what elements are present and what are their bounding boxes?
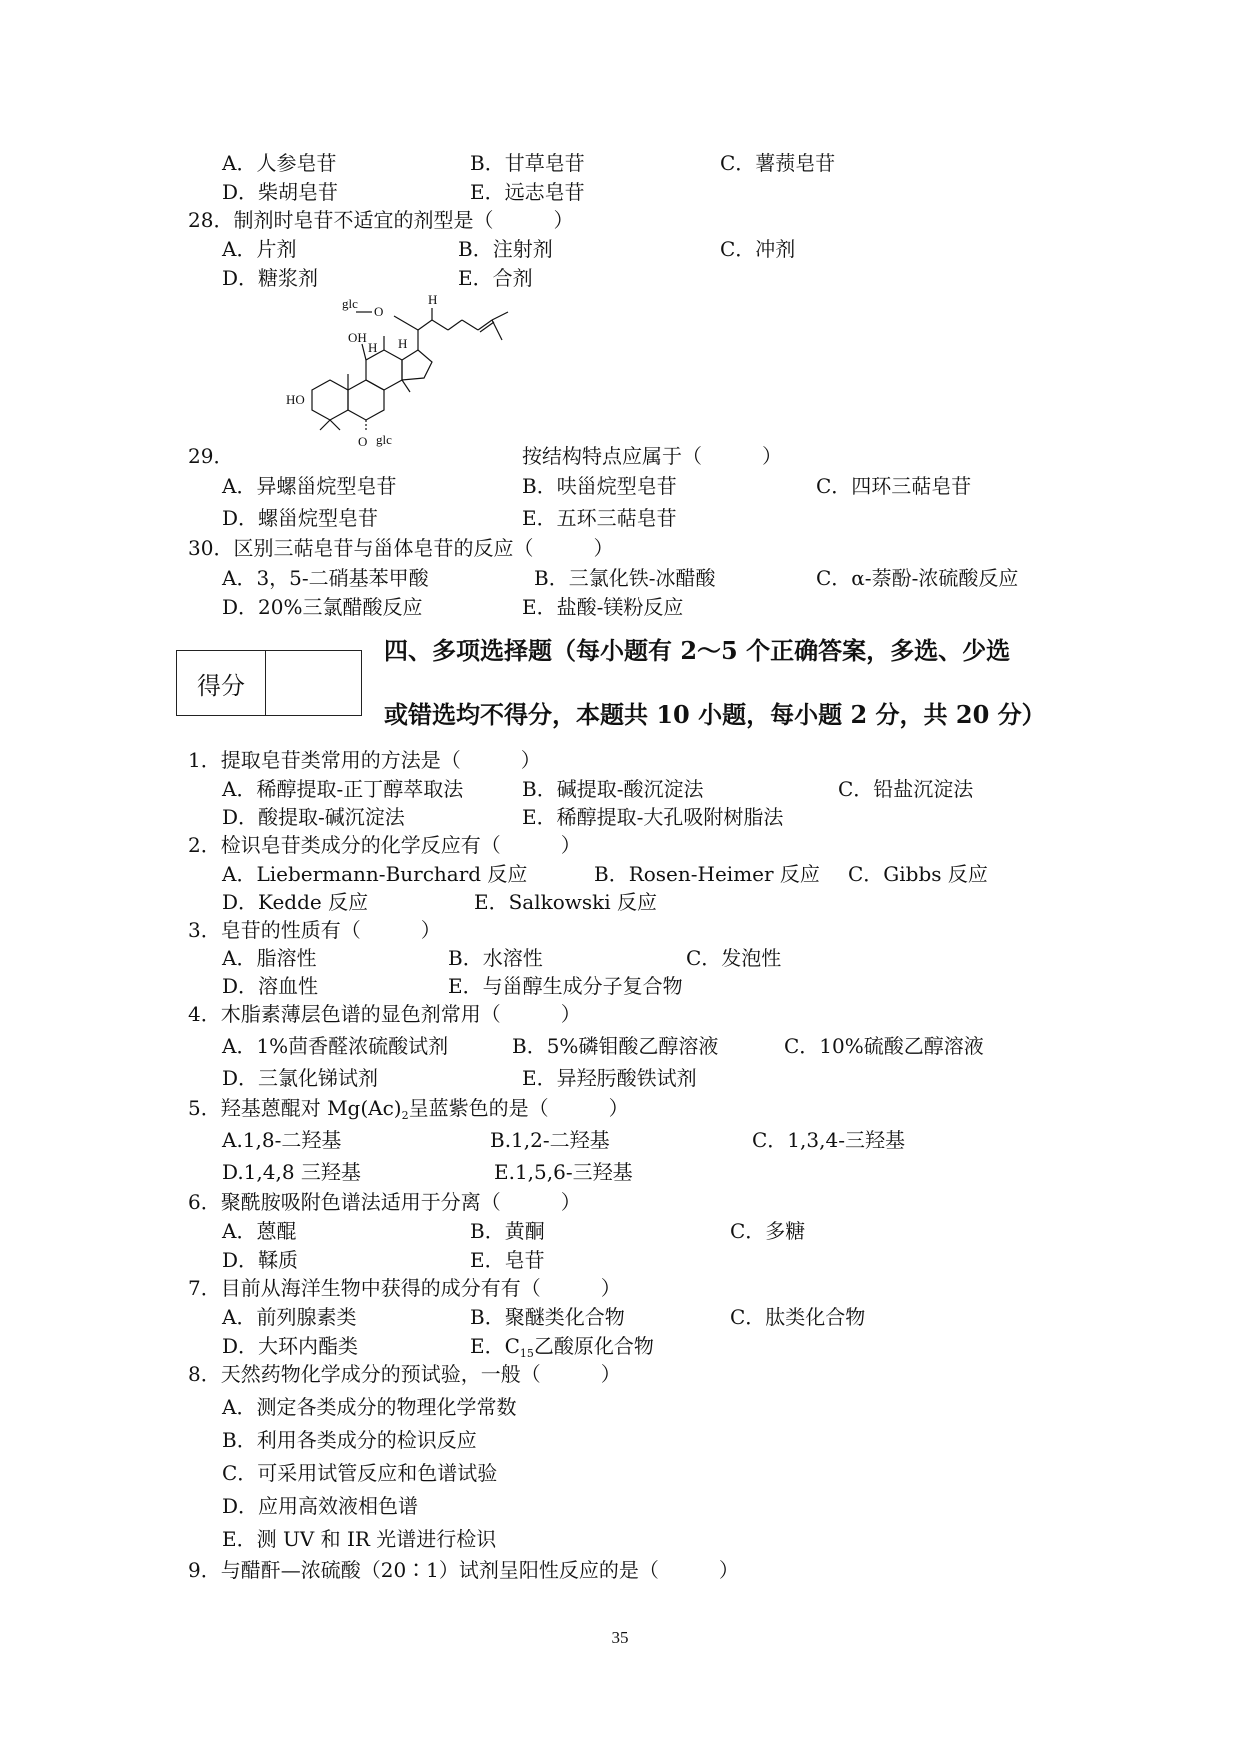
mc-7-option-e-subscript: 15	[519, 1347, 534, 1360]
question-29-stem: 按结构特点应属于（ ）	[522, 444, 782, 468]
mc-3-stem: 3．皂苷的性质有（ ）	[188, 918, 441, 942]
page-number: 35	[611, 1628, 629, 1647]
mc-8-option-a: A．测定各类成分的物理化学常数	[222, 1395, 517, 1419]
q29-option-a: A．异螺甾烷型皂苷	[222, 474, 397, 498]
mc-5-option-b: B.1,2-二羟基	[490, 1128, 610, 1152]
section-4-title-line1: 四、多项选择题（每小题有 2～5 个正确答案，多选、少选	[384, 636, 1011, 665]
mc-8-stem: 8．天然药物化学成分的预试验，一般（ ）	[188, 1362, 621, 1386]
mc-5-option-c: C．1,3,4-三羟基	[752, 1128, 905, 1152]
mc-3-option-c: C．发泡性	[686, 946, 782, 970]
mc-5-stem	[188, 1096, 629, 1128]
q29-option-d: D．螺甾烷型皂苷	[222, 506, 379, 530]
mc-4-option-e: E．异羟肟酸铁试剂	[522, 1066, 697, 1090]
q27-option-b: B．甘草皂苷	[470, 151, 585, 175]
mc-5-stem-part-a: 5．羟基蒽醌对 Mg(Ac)	[188, 1096, 402, 1120]
mc-2-stem: 2．检识皂苷类成分的化学反应有（ ）	[188, 833, 581, 857]
mc-4-stem: 4．木脂素薄层色谱的显色剂常用（ ）	[188, 1002, 581, 1026]
mc-5-stem-subscript: 2	[401, 1109, 409, 1122]
q30-option-e: E．盐酸-镁粉反应	[522, 595, 684, 619]
mc-2-option-c: C．Gibbs 反应	[848, 862, 988, 886]
q28-option-c: C．冲剂	[720, 237, 796, 261]
mc-1-option-e: E．稀醇提取-大孔吸附树脂法	[522, 805, 784, 829]
mc-1-stem: 1．提取皂苷类常用的方法是（ ）	[188, 748, 541, 772]
question-28-stem: 28．制剂时皂苷不适宜的剂型是（ ）	[188, 208, 574, 232]
mc-4-option-a: A．1%茴香醛浓硫酸试剂	[222, 1034, 449, 1058]
mc-8-option-e: E．测 UV 和 IR 光谱进行检识	[222, 1527, 497, 1551]
question-29-number: 29．	[188, 444, 234, 468]
mc-7-option-e-part-a: E．C	[470, 1334, 520, 1358]
h-right-label: H	[398, 336, 408, 351]
mc-7-option-c: C．肽类化合物	[730, 1305, 866, 1329]
q28-option-a: A．片剂	[222, 237, 297, 261]
q29-option-b: B．呋甾烷型皂苷	[522, 474, 677, 498]
mc-2-option-e: E．Salkowski 反应	[474, 890, 658, 914]
mc-3-option-a: A．脂溶性	[222, 946, 317, 970]
saponin-structure-diagram	[282, 290, 552, 460]
score-label: 得分	[177, 651, 266, 715]
ring-b	[348, 380, 384, 420]
mc-3-option-d: D．溶血性	[222, 974, 319, 998]
q28-option-b: B．注射剂	[458, 237, 553, 261]
q27-option-a: A．人参皂苷	[222, 151, 337, 175]
mc-7-stem: 7．目前从海洋生物中获得的成分有有（ ）	[188, 1276, 621, 1300]
mc-3-option-b: B．水溶性	[448, 946, 543, 970]
mc-6-option-e: E．皂苷	[470, 1248, 545, 1272]
h-left-label: H	[368, 340, 378, 355]
mc-1-option-c: C．铅盐沉淀法	[838, 777, 974, 801]
mc-9-stem: 9．与醋酐—浓硫酸（20∶1）试剂呈阳性反应的是（ ）	[188, 1558, 739, 1582]
mc-7-option-b: B．聚醚类化合物	[470, 1305, 625, 1329]
mc-6-option-d: D．鞣质	[222, 1248, 299, 1272]
q30-option-c: C．α-萘酚-浓硫酸反应	[816, 566, 1019, 590]
q30-option-a: A．3，5-二硝基苯甲酸	[222, 566, 429, 590]
ring-d	[402, 350, 432, 380]
q27-option-d: D．柴胡皂苷	[222, 180, 339, 204]
mc-5-option-e: E.1,5,6-三羟基	[494, 1160, 633, 1184]
question-30-stem: 30．区别三萜皂苷与甾体皂苷的反应（ ）	[188, 536, 614, 560]
q29-option-c: C．四环三萜皂苷	[816, 474, 972, 498]
q28-option-e: E．合剂	[458, 266, 533, 290]
mc-3-option-e: E．与甾醇生成分子复合物	[448, 974, 683, 998]
q27-option-c: C．薯蓣皂苷	[720, 151, 836, 175]
mc-4-option-d: D．三氯化锑试剂	[222, 1066, 379, 1090]
q30-option-d: D．20%三氯醋酸反应	[222, 595, 423, 619]
q30-option-b: B．三氯化铁-冰醋酸	[534, 566, 716, 590]
mc-5-stem-part-b: 呈蓝紫色的是（ ）	[408, 1096, 629, 1120]
mc-2-option-a: A．Liebermann-Burchard 反应	[222, 862, 528, 886]
oh-label: OH	[348, 330, 367, 345]
mc-8-option-c: C．可采用试管反应和色谱试验	[222, 1461, 498, 1485]
mc-6-option-a: A．蒽醌	[222, 1219, 297, 1243]
q27-option-e: E．远志皂苷	[470, 180, 585, 204]
mc-8-option-d: D．应用高效液相色谱	[222, 1494, 419, 1518]
h-top-label: H	[428, 292, 438, 307]
mc-6-option-c: C．多糖	[730, 1219, 806, 1243]
mc-6-option-b: B．黄酮	[470, 1219, 545, 1243]
ho-label: HO	[286, 392, 305, 407]
q29-option-e: E．五环三萜皂苷	[522, 506, 677, 530]
mc-6-stem: 6．聚酰胺吸附色谱法适用于分离（ ）	[188, 1190, 581, 1214]
mc-1-option-d: D．酸提取-碱沉淀法	[222, 805, 405, 829]
mc-7-option-a: A．前列腺素类	[222, 1305, 357, 1329]
mc-4-option-b: B．5%磷钼酸乙醇溶液	[512, 1034, 719, 1058]
o-bottom-label: O	[358, 434, 368, 449]
mc-8-option-b: B．利用各类成分的检识反应	[222, 1428, 477, 1452]
mc-7-option-e-part-b: 乙酸原化合物	[533, 1334, 654, 1358]
mc-5-option-a: A.1,8-二羟基	[222, 1128, 342, 1152]
mc-5-option-d: D.1,4,8 三羟基	[222, 1160, 361, 1184]
mc-4-option-c: C．10%硫酸乙醇溶液	[784, 1034, 984, 1058]
mc-1-option-a: A．稀醇提取-正丁醇萃取法	[222, 777, 464, 801]
glc-bottom-label: glc	[376, 432, 392, 447]
ring-c	[366, 350, 402, 390]
q28-option-d: D．糖浆剂	[222, 266, 319, 290]
score-box	[176, 650, 362, 716]
glc-top-label: glc	[342, 296, 358, 311]
o-top-label: O	[374, 304, 384, 319]
ring-a	[312, 380, 348, 420]
mc-2-option-d: D．Kedde 反应	[222, 890, 369, 914]
mc-2-option-b: B．Rosen-Heimer 反应	[594, 862, 820, 886]
mc-1-option-b: B．碱提取-酸沉淀法	[522, 777, 704, 801]
section-4-title-line2: 或错选均不得分，本题共 10 小题，每小题 2 分，共 20 分）	[384, 700, 1046, 729]
mc-7-option-d: D．大环内酯类	[222, 1334, 359, 1358]
